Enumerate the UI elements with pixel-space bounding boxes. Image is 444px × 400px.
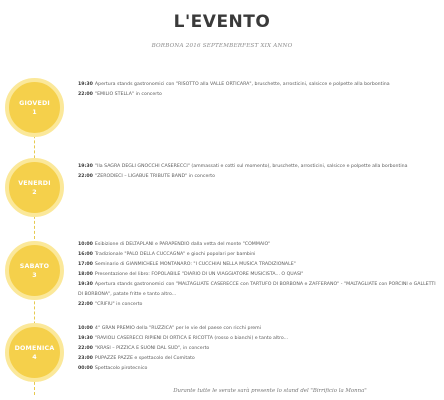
event-text: "KRASI – PIZZICA E SUONI DAL SUD", in concerto	[94, 346, 210, 351]
event-row	[78, 354, 438, 364]
footer-note: Durante tutte le serate sarà presente lo stand del "Birrificio la Monna"	[173, 388, 367, 394]
event-text: Esibizione di DELTAPLANI e PARAPENDIO dalla vetta del monte "COMMAIO"	[94, 242, 271, 247]
event-text: "RAVIOLI CASERECCI RIPIENI DI ORTICA E RICOTTA (rosso o bianchi) e tanto altro...	[94, 336, 289, 341]
event-time: 10:00	[78, 242, 93, 247]
day-events-sabato	[78, 240, 438, 310]
event-text: Apertura stands gastronomici con "MALTAGLIATE CASERECCE con TARTUFO DI BORBONA e ZAFFERANO" - "MALTAGLIATE con PORCINI e GALLETTI DI BORBONA", patate fritte e tanto altro...	[78, 282, 436, 297]
event-row	[78, 270, 438, 280]
event-text: "ZERODIECI – LIGABUE TRIBUTE BAND" in concerto	[94, 174, 215, 179]
event-time: 22:00	[78, 302, 93, 307]
day-number: 3	[32, 271, 37, 279]
event-text: Seminario di GIANMICHELE MONTANARO: "I CUCCHIAI NELLA MUSICA TRADIZIONALE"	[94, 262, 296, 267]
day-number: 4	[32, 353, 37, 361]
event-time: 19:30	[78, 336, 93, 341]
event-text: Spettacolo pirotecnico	[94, 366, 148, 371]
event-row	[78, 344, 438, 354]
event-text: "Ila SAGRA DEGLI GNOCCHI CASERECCI" (ammassati e cotti sul momento), bruschette, arrosticini, salsicce e polpette alla borbontina	[94, 164, 408, 169]
event-row	[78, 280, 438, 300]
event-time: 19:30	[78, 164, 93, 169]
day-number: 2	[32, 188, 37, 196]
day-name: GIOVEDI	[19, 99, 50, 107]
event-row	[78, 364, 438, 374]
event-row	[78, 240, 438, 250]
event-text: "EMILIO STELLA" in concerto	[94, 92, 162, 97]
event-time: 19:30	[78, 82, 93, 87]
event-text: "CRIFIU" in concerto	[94, 302, 143, 307]
event-time: 16:00	[78, 252, 93, 257]
day-name: VENERDI	[18, 179, 51, 187]
event-text: 4° GRAN PREMIO della "RUZZICA" per le vie del paese con ricchi premi	[94, 326, 262, 331]
event-row	[78, 250, 438, 260]
event-text: Presentazione del libro: FOPOLABILE "DIARIO DI UN VIAGGIATORE MUSICISTA... O QUASI"	[94, 272, 304, 277]
event-text: Tradizionale "PALO DELLA CUCCAGNA" e giochi popolari per bambini	[94, 252, 256, 257]
event-row	[78, 172, 438, 182]
event-row	[78, 162, 438, 172]
page-title: L'EVENTO	[173, 12, 271, 32]
event-time: 10:00	[78, 326, 93, 331]
event-time: 23:00	[78, 356, 93, 361]
event-row	[78, 300, 438, 310]
day-name: SABATO	[19, 262, 50, 270]
event-text: Apertura stands gastronomici con "RISOTTO alla VALLE ORTICARA", bruschette, arrosticini, salsicce e polpette alla borbontina	[94, 82, 390, 87]
event-row	[78, 260, 438, 270]
day-badge-sabato	[5, 241, 64, 300]
event-text: PUPAZZE PAZZE e spettacolo del Comitato	[94, 356, 195, 361]
day-badge-domenica	[5, 323, 64, 382]
day-events-venerdi	[78, 162, 438, 182]
page-subtitle: BORBONA 2016 SEPTEMBERFEST XIX ANNO	[151, 43, 293, 49]
day-name: DOMENICA	[14, 344, 55, 352]
event-time: 22:00	[78, 174, 93, 179]
day-number: 1	[32, 108, 37, 116]
event-row	[78, 334, 438, 344]
event-row	[78, 80, 438, 90]
day-events-domenica	[78, 324, 438, 374]
event-time: 22:00	[78, 92, 93, 97]
event-time: 00:00	[78, 366, 93, 371]
event-time: 19:30	[78, 282, 93, 287]
event-time: 17:00	[78, 262, 93, 267]
day-badge-venerdi	[5, 158, 64, 217]
event-row	[78, 324, 438, 334]
day-badge-giovedi	[5, 78, 64, 137]
event-time: 18:00	[78, 272, 93, 277]
day-events-giovedi	[78, 80, 438, 100]
event-time: 22:00	[78, 346, 93, 351]
event-row	[78, 90, 438, 100]
